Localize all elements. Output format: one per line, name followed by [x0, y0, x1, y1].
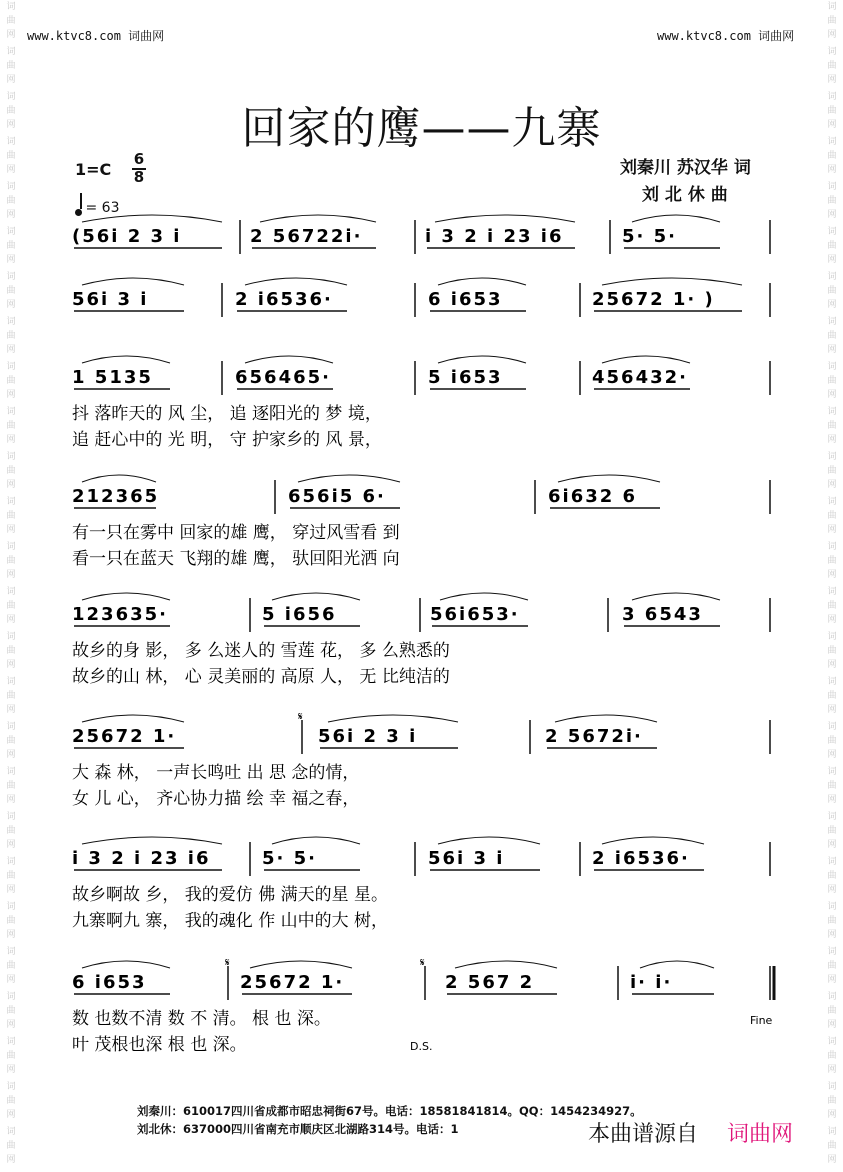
site-url-left[interactable]: www.ktvc8.com 词曲网 [27, 29, 165, 43]
slur-1-3 [435, 215, 575, 222]
measure-2-3: 6 i653 [428, 289, 503, 310]
slur-3-4 [602, 356, 690, 363]
measure-3-4: 456432· [592, 367, 688, 388]
slur-8-2 [250, 961, 352, 968]
slur-2-1 [82, 278, 184, 285]
measure-2-1: 56i 3 i [72, 289, 149, 310]
time-signature-bottom: 8 [133, 168, 145, 186]
segno-mark-3: 𝄋 [420, 956, 425, 969]
slur-3-1 [82, 356, 170, 363]
slur-1-2 [260, 215, 376, 222]
time-signature-top: 6 [133, 150, 145, 168]
lyrics-verse2-row7: 九寨啊九 寨， 我的魂化 作 山中的大 树， [72, 911, 389, 931]
measure-3-2: 656465· [235, 367, 331, 388]
lyrics-verse1-row7: 故乡啊故 乡， 我的爱仿 佛 满天的星 星。 [72, 885, 389, 905]
slur-5-4 [632, 593, 720, 600]
source-label: 本曲谱源自 [588, 1122, 699, 1147]
slur-7-3 [438, 837, 540, 844]
fine-marking: Fine [750, 1014, 773, 1027]
measure-5-4: 3 6543 [622, 604, 703, 625]
footer-contact-1: 刘秦川：610017四川省成都市昭忠祠街67号。电话：18581841814。QQ：1454234927。 [137, 1104, 642, 1118]
measure-8-3: 2 567 2 [445, 972, 535, 993]
lyrics-verse2-row4: 看一只在蓝天 飞翔的雄 鹰， 驮回阳光洒 向 [72, 549, 400, 569]
measure-4-2: 656i5 6· [288, 486, 386, 507]
measure-6-3: 2 5672i· [545, 726, 643, 747]
site-url-right[interactable]: www.ktvc8.com 词曲网 [657, 29, 795, 43]
lyrics-verse2-row8: 叶 茂根也深 根 也 深。 [72, 1035, 247, 1055]
song-title: 回家的鹰——九寨 [241, 103, 602, 154]
right-watermark-strip: 词 曲 网 词 曲 网 词 曲 网 词 曲 网 词 曲 网 词 曲 网 词 曲 网 词 曲 网 词 曲 网 词 曲 网 词 曲 网 词 曲 网 词 曲 网 词 曲 网 词 曲 网 词 曲 网 词 曲 网 词 曲 网 词 曲 网 词 曲 网 词 曲 网 词 曲 网 词 曲 网 词 曲 网 词 曲 网 词 曲 网 [827, 2, 837, 1165]
slur-5-3 [440, 593, 528, 600]
key-signature: 1=C [75, 160, 112, 179]
slur-7-2 [272, 837, 360, 844]
slur-4-3 [558, 475, 660, 482]
slur-8-1 [82, 961, 170, 968]
measure-1-3: i 3 2 i 23 i6 [425, 226, 564, 247]
measure-2-4: 25672 1· ) [592, 289, 715, 310]
slur-1-1 [82, 215, 222, 222]
measure-8-4: i· i· [630, 972, 673, 993]
slur-7-4 [602, 837, 704, 844]
slur-8-4 [640, 961, 714, 968]
footer-contact-2: 刘北休：637000四川省南充市顺庆区北湖路314号。电话：1 [137, 1122, 459, 1136]
lyrics-verse1-row8: 数 也数不清 数 不 清。 根 也 深。 [72, 1009, 331, 1029]
segno-mark-1: 𝄋 [298, 710, 303, 723]
lyricists: 刘秦川 苏汉华 词 [620, 158, 751, 178]
measure-8-2: 25672 1· [240, 972, 345, 993]
slur-7-1 [82, 837, 222, 844]
measure-1-1: (56i 2 3 i [72, 226, 182, 247]
measure-4-1: 212365 [72, 486, 160, 507]
measure-3-3: 5 i653 [428, 367, 503, 388]
measure-4-3: 6i632 6 [548, 486, 638, 507]
slur-6-3 [555, 715, 657, 722]
source-site-link[interactable]: 词曲网 [727, 1122, 794, 1147]
slur-5-2 [272, 593, 360, 600]
lyrics-verse1-row4: 有一只在雾中 回家的雄 鹰， 穿过风雪看 到 [72, 523, 400, 543]
measure-7-4: 2 i6536· [592, 848, 690, 869]
slur-3-2 [245, 356, 333, 363]
slur-4-2 [298, 475, 400, 482]
measure-3-1: 1 5135 [72, 367, 153, 388]
slur-4-1 [82, 475, 156, 482]
measure-6-2: 56i 2 3 i [318, 726, 418, 747]
slur-6-1 [82, 715, 184, 722]
slur-5-1 [82, 593, 170, 600]
slur-2-4 [602, 278, 742, 285]
composer: 刘 北 休 曲 [642, 185, 728, 205]
measure-6-1: 25672 1· [72, 726, 177, 747]
slur-2-2 [245, 278, 347, 285]
measure-5-2: 5 i656 [262, 604, 337, 625]
lyrics-verse2-row5: 故乡的山 林， 心 灵美丽的 高原 人， 无 比纯洁的 [72, 667, 450, 687]
measure-8-1: 6 i653 [72, 972, 147, 993]
left-watermark-strip: 词 曲 网 词 曲 网 词 曲 网 词 曲 网 词 曲 网 词 曲 网 词 曲 网 词 曲 网 词 曲 网 词 曲 网 词 曲 网 词 曲 网 词 曲 网 词 曲 网 词 曲 网 词 曲 网 词 曲 网 词 曲 网 词 曲 网 词 曲 网 词 曲 网 词 曲 网 词 曲 网 词 曲 网 词 曲 网 词 曲 网 [6, 2, 16, 1165]
slur-2-3 [438, 278, 526, 285]
slur-1-4 [632, 215, 720, 222]
measure-2-2: 2 i6536· [235, 289, 333, 310]
measure-1-2: 2 56722i· [250, 226, 363, 247]
slur-8-3 [455, 961, 557, 968]
measure-1-4: 5· 5· [622, 226, 677, 247]
slur-3-3 [438, 356, 526, 363]
tempo-marking: = 63 [75, 196, 120, 216]
measure-5-3: 56i653· [430, 604, 520, 625]
lyrics-verse2-row3: 追 赶心中的 光 明， 守 护家乡的 风 景， [72, 430, 382, 450]
lyrics-verse2-row6: 女 儿 心， 齐心协力描 绘 幸 福之春， [72, 789, 360, 809]
measure-7-1: i 3 2 i 23 i6 [72, 848, 211, 869]
lyrics-verse1-row5: 故乡的身 影， 多 么迷人的 雪莲 花， 多 么熟悉的 [72, 641, 450, 661]
slur-6-2 [328, 715, 458, 722]
ds-marking: D.S. [410, 1040, 433, 1053]
lyrics-verse1-row6: 大 森 林， 一声长鸣吐 出 思 念的情， [72, 763, 360, 783]
segno-mark-2: 𝄋 [225, 956, 230, 969]
lyrics-verse1-row3: 抖 落昨天的 风 尘， 追 逐阳光的 梦 境， [72, 404, 382, 424]
measure-7-3: 56i 3 i [428, 848, 505, 869]
measure-5-1: 123635· [72, 604, 168, 625]
measure-7-2: 5· 5· [262, 848, 317, 869]
